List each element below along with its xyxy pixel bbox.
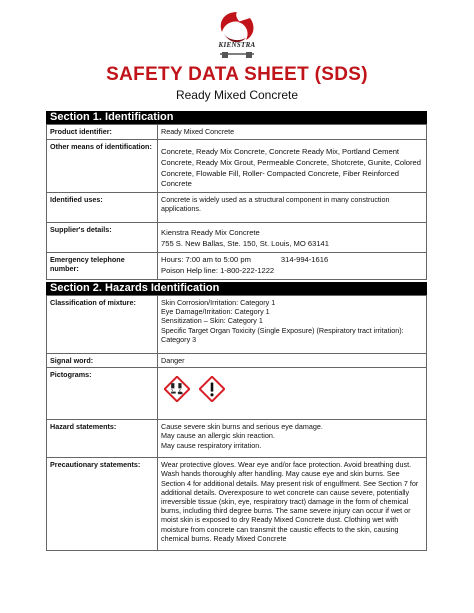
row-label: Hazard statements: (47, 420, 158, 458)
row-label: Product identifier: (47, 125, 158, 140)
product-identifier-value: Ready Mixed Concrete (158, 125, 427, 140)
hazard-line: May cause an allergic skin reaction. (161, 431, 275, 441)
page-subtitle: Ready Mixed Concrete (175, 88, 299, 102)
row-label: Precautionary statements: (47, 458, 158, 551)
section-2-heading: Section 2. Hazards Identification (46, 282, 427, 295)
table-row (47, 458, 427, 551)
hazard-line: Cause severe skin burns and serious eye damage. (161, 422, 323, 432)
corrosion-pictogram-icon (164, 376, 190, 402)
emergency-phone-value (158, 253, 427, 280)
table-row (47, 223, 427, 253)
row-label: Identified uses: (47, 193, 158, 223)
precautionary-statements-value: Wear protective gloves. Wear eye and/or face protection. Avoid breathing dust. Wash hands thoroughly after handling. May cause eye and skin burns. See Section 4 for additional details. May present risk of engulfment. See Section 7 for additional details. Overexposure to wet concrete can cause severe, potentially irreversible tissue (skin, eye, respiratory tract) damage in the form of chemical burns, including third degree burns. The same severe injury can occur if wet or moist skin is exposed to dry Ready Mixed Concrete dust. Clothing wet with moisture from concrete can transmit the caustic effects to the skin, causing chemical burns. Ready Mixed Concrete (158, 458, 427, 551)
pictograms-cell (158, 368, 427, 420)
table-row (47, 140, 427, 193)
row-label: Classification of mixture: (47, 296, 158, 354)
row-label: Pictograms: (47, 368, 158, 420)
other-means-value: Concrete, Ready Mix Concrete, Concrete Ready Mix, Portland Cement Concrete, Ready Mix Grout, Permeable Concrete, Shotcrete, Gunite, Colored Concrete, Flowable Fill, Roller- Compacted Concrete, Fiber Reinforced Concrete (158, 140, 427, 193)
phone-number: 314-994-1616 (280, 255, 329, 265)
classification-line: Specific Target Organ Toxicity (Single Exposure) (Respiratory tract irritation): Category 3 (161, 325, 404, 344)
kienstra-logo (210, 8, 264, 64)
row-label: Emergency telephone number: (47, 253, 158, 280)
row-label: Other means of identification: (47, 140, 158, 193)
exclamation-mark-pictogram-icon (199, 376, 225, 402)
supplier-details-value (158, 223, 427, 253)
office-hours: Hours: 7:00 am to 5:00 pm (161, 255, 251, 265)
table-row (47, 368, 427, 420)
table-row (47, 420, 427, 458)
hazard-statements-value (158, 420, 427, 458)
classification-line: Eye Damage/Irritation: Category 1 (161, 307, 270, 317)
supplier-name: Kienstra Ready Mix Concrete (161, 228, 260, 238)
classification-line: Sensitization – Skin: Category 1 (161, 316, 263, 326)
identification-table (46, 124, 427, 280)
section-1-heading: Section 1. Identification (46, 111, 427, 124)
hazards-table (46, 295, 427, 551)
table-row (47, 296, 427, 354)
page-title: SAFETY DATA SHEET (SDS) (106, 64, 368, 85)
row-label: Supplier's details: (47, 223, 158, 253)
table-row (47, 253, 427, 280)
row-label: Signal word: (47, 354, 158, 368)
classification-line: Skin Corrosion/Irritation: Category 1 (161, 298, 276, 307)
logo-swirl-icon (210, 8, 264, 64)
classification-value (158, 296, 427, 354)
identified-uses-value: Concrete is widely used as a structural component in many construction applications. (158, 193, 427, 223)
supplier-address: 755 S. New Ballas, Ste. 150, St. Louis, MO 63141 (161, 238, 330, 248)
logo-text: KIENSTRA (218, 41, 256, 49)
poison-help-line: Poison Help line: 1-800-222-1222 (161, 265, 275, 275)
table-row (47, 193, 427, 223)
table-row (47, 354, 427, 368)
table-row (47, 125, 427, 140)
signal-word-value: Danger (158, 354, 427, 368)
hazard-line: May cause respiratory irritation. (161, 440, 262, 450)
